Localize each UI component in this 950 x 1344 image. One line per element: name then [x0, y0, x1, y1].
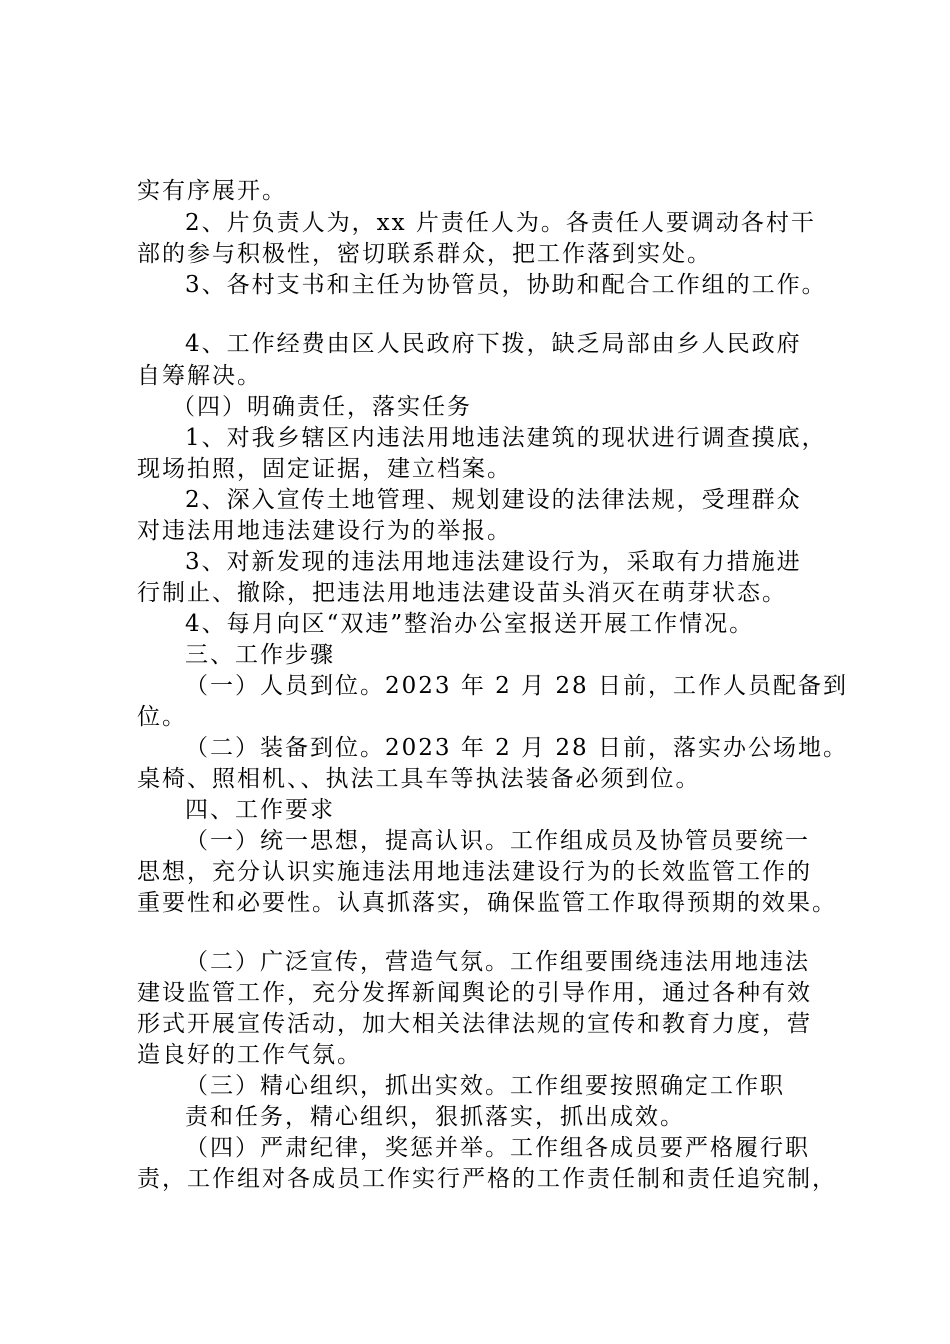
section-heading: 四、工作要求 — [185, 797, 335, 823]
text-line: 2、深入宣传土地管理、规划建设的法律法规，受理群众 — [185, 487, 802, 513]
text-line: 责，工作组对各成员工作实行严格的工作责任制和责任追究制， — [137, 1166, 837, 1192]
text-line: 责和任务，精心组织，狠抓落实，抓出成效。 — [185, 1104, 685, 1130]
text-line: 部的参与积极性，密切联系群众，把工作落到实处。 — [137, 241, 712, 267]
text-line: 3、各村支书和主任为协管员，协助和配合工作组的工作。 — [185, 272, 827, 298]
text-line: 形式开展宣传活动，加大相关法律法规的宣传和教育力度，营 — [137, 1011, 812, 1037]
text-line: 位。 — [137, 704, 187, 730]
text-line: 思想，充分认识实施违法用地违法建设行为的长效监管工作的 — [137, 859, 812, 885]
text-line: 4、工作经费由区人民政府下拨，缺乏局部由乡人民政府 — [185, 331, 802, 357]
text-line: （二）装备到位。2023 年 2 月 28 日前，落实办公场地。 — [185, 735, 848, 761]
text-line: （一）人员到位。2023 年 2 月 28 日前，工作人员配备到 — [185, 673, 848, 699]
text-line: 1、对我乡辖区内违法用地违法建筑的现状进行调查摸底， — [185, 425, 827, 451]
text-line: （二）广泛宣传，营造气氛。工作组要围绕违法用地违法 — [185, 949, 810, 975]
section-heading: （四）明确责任，落实任务 — [172, 394, 472, 420]
text-line: 建设监管工作，充分发挥新闻舆论的引导作用，通过各种有效 — [137, 980, 812, 1006]
text-line: 实有序展开。 — [137, 178, 287, 204]
text-line: 2、片负责人为，xx 片责任人为。各责任人要调动各村干 — [185, 210, 816, 236]
text-line: （一）统一思想，提高认识。工作组成员及协管员要统一 — [185, 828, 810, 854]
text-line: 4、每月向区“双违”整治办公室报送开展工作情况。 — [185, 611, 755, 637]
text-line: 重要性和必要性。认真抓落实，确保监管工作取得预期的效果。 — [137, 890, 837, 916]
section-heading: 三、工作步骤 — [185, 642, 335, 668]
text-line: （四）严肃纪律，奖惩并举。工作组各成员要严格履行职 — [185, 1135, 810, 1161]
text-line: （三）精心组织，抓出实效。工作组要按照确定工作职 — [185, 1073, 785, 1099]
text-line: 现场拍照，固定证据，建立档案。 — [137, 456, 512, 482]
text-line: 对违法用地违法建设行为的举报。 — [137, 518, 512, 544]
text-line: 桌椅、照相机、、执法工具车等执法装备必须到位。 — [137, 766, 701, 792]
text-line: 造良好的工作气氛。 — [137, 1042, 362, 1068]
text-line: 行制止、撤除，把违法用地违法建设苗头消灭在萌芽状态。 — [137, 580, 787, 606]
text-line: 3、对新发现的违法用地违法建设行为，采取有力措施进 — [185, 549, 802, 575]
text-line: 自筹解决。 — [137, 363, 262, 389]
